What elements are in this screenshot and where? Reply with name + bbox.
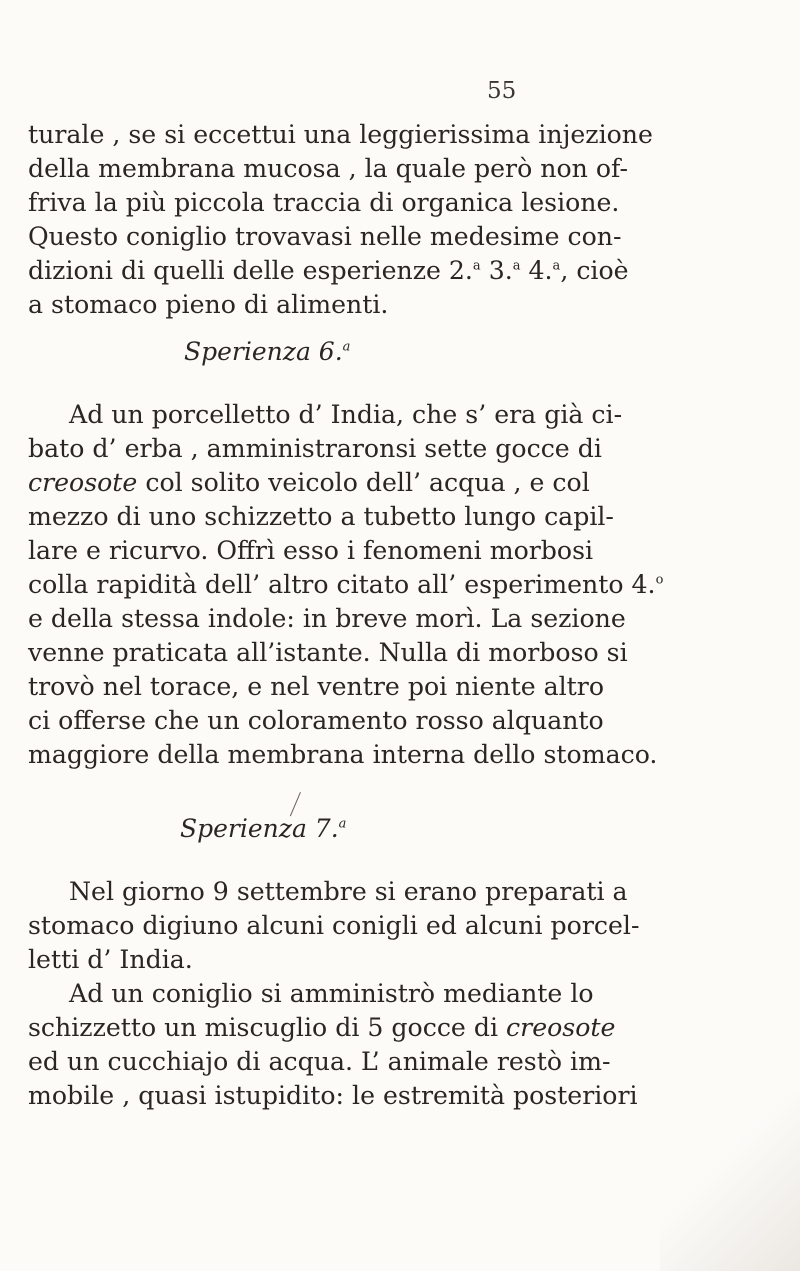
text-line: ci offerse che un coloramento rosso alquanto bbox=[28, 706, 604, 735]
text-line bbox=[28, 568, 664, 602]
text-line: stomaco digiuno alcuni conigli ed alcuni porcel- bbox=[28, 911, 640, 940]
text-line: turale , se si eccettui una leggierissima injezione bbox=[28, 120, 653, 149]
text-line: della membrana mucosa , la quale però non of- bbox=[28, 154, 628, 183]
text-line bbox=[28, 1011, 616, 1045]
ordinal-superscript: o bbox=[655, 572, 664, 588]
text-line: e della stessa indole: in breve morì. La sezione bbox=[28, 604, 626, 633]
text-fragment: 4. bbox=[520, 256, 553, 285]
text-fragment: colla rapidità dell’ altro citato all’ esperimento 4. bbox=[28, 570, 656, 599]
text-fragment: dizioni di quelli delle esperienze 2. bbox=[28, 256, 473, 285]
text-line: trovò nel torace, e nel ventre poi niente altro bbox=[28, 672, 605, 701]
heading-text: Sperienza 6. bbox=[184, 337, 343, 366]
ordinal-superscript: a bbox=[552, 258, 561, 274]
text-line: Ad un coniglio si amministrò mediante lo bbox=[69, 979, 594, 1008]
ordinal-superscript: a bbox=[472, 258, 481, 274]
text-line: mezzo di uno schizzetto a tubetto lungo capil- bbox=[28, 502, 614, 531]
text-line bbox=[28, 254, 629, 288]
heading-text: Sperienza 7. bbox=[180, 814, 339, 843]
text-line: Ad un porcelletto d’ India, che s’ era già ci- bbox=[69, 400, 623, 429]
ordinal-superscript: a bbox=[512, 258, 521, 274]
ordinal-superscript: a bbox=[338, 816, 347, 832]
text-line: venne praticata all’istante. Nulla di morboso si bbox=[28, 638, 628, 667]
text-line: letti d’ India. bbox=[28, 945, 193, 974]
text-line: mobile , quasi istupidito: le estremità posteriori bbox=[28, 1081, 638, 1110]
text-fragment: schizzetto un miscuglio di 5 gocce di bbox=[28, 1013, 507, 1042]
italic-term: creosote bbox=[506, 1013, 616, 1042]
text-fragment: col solito veicolo dell’ acqua , e col bbox=[137, 468, 590, 497]
page-shadow bbox=[660, 1091, 800, 1271]
text-line bbox=[28, 466, 590, 500]
text-line: Nel giorno 9 settembre si erano preparati a bbox=[69, 877, 628, 906]
text-fragment: 3. bbox=[480, 256, 513, 285]
text-fragment: , cioè bbox=[560, 256, 629, 285]
text-line: lare e ricurvo. Offrì esso i fenomeni morbosi bbox=[28, 536, 594, 565]
text-line: a stomaco pieno di alimenti. bbox=[28, 290, 389, 319]
text-line: bato d’ erba , amministraronsi sette gocce di bbox=[28, 434, 602, 463]
text-line: friva la più piccola traccia di organica lesione. bbox=[28, 188, 620, 217]
section-heading bbox=[184, 335, 350, 369]
italic-term: creosote bbox=[28, 468, 138, 497]
section-heading bbox=[180, 812, 346, 846]
page-number: 55 bbox=[487, 78, 517, 104]
text-line: Questo coniglio trovavasi nelle medesime con- bbox=[28, 222, 622, 251]
text-line: ed un cucchiajo di acqua. L’ animale restò im- bbox=[28, 1047, 611, 1076]
ordinal-superscript: a bbox=[342, 339, 351, 355]
text-line: maggiore della membrana interna dello stomaco. bbox=[28, 740, 658, 769]
